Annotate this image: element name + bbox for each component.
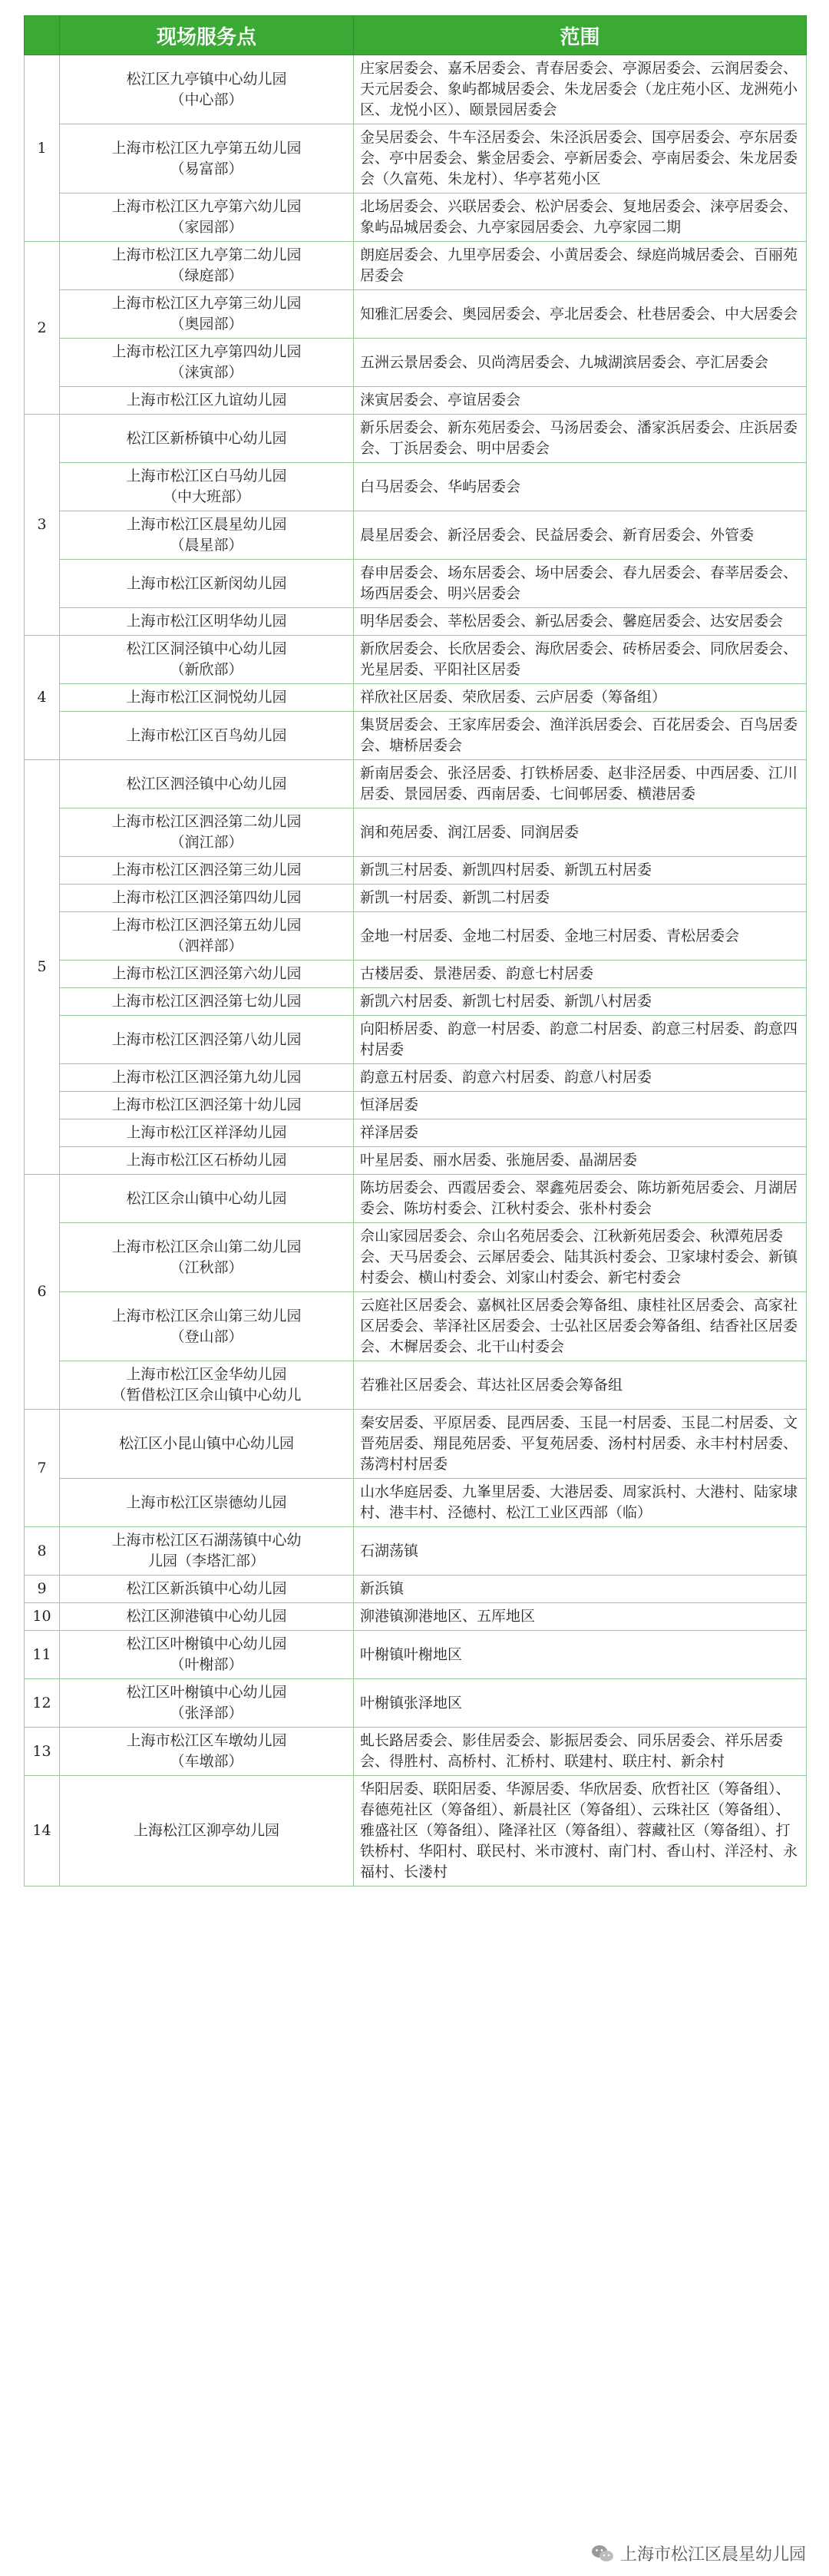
scope-cell: 润和苑居委、润江居委、同润居委 [354, 809, 807, 857]
site-name: 上海市松江区泗泾第十幼儿园 [111, 1096, 302, 1113]
table-row [25, 1361, 807, 1410]
site-name: 松江区洞泾镇中心幼儿园 [126, 640, 287, 657]
table-row [25, 1527, 807, 1576]
service-table-wrapper [24, 15, 806, 1887]
group-number: 11 [25, 1631, 60, 1679]
table-row [25, 124, 807, 193]
site-cell [60, 885, 354, 912]
scope-cell: 韵意五村居委、韵意六村居委、韵意八村居委 [354, 1064, 807, 1092]
site-name: 上海市松江区泗泾第五幼儿园 [111, 917, 302, 934]
site-cell [60, 1016, 354, 1064]
site-name: 上海市松江区洞悦幼儿园 [126, 689, 287, 706]
site-cell [60, 988, 354, 1016]
table-row [25, 1410, 807, 1479]
site-name: 松江区泗泾镇中心幼儿园 [126, 775, 287, 792]
scope-cell: 山水华庭居委、九峯里居委、大港居委、周家浜村、大港村、陆家埭村、港丰村、泾德村、松江工业区西部（临） [354, 1479, 807, 1527]
site-name: 上海市松江区祥泽幼儿园 [126, 1124, 287, 1141]
site-name: 上海市松江区泗泾第四幼儿园 [111, 889, 302, 906]
scope-cell: 明华居委会、莘松居委会、新弘居委会、馨庭居委会、达安居委会 [354, 608, 807, 636]
scope-cell: 叶榭镇叶榭地区 [354, 1631, 807, 1679]
scope-cell: 春申居委会、场东居委会、场中居委会、春九居委会、春莘居委会、场西居委会、明兴居委会 [354, 560, 807, 608]
site-cell [60, 1292, 354, 1361]
site-branch: （登山部） [170, 1328, 243, 1345]
site-name: 上海市松江区九亭第四幼儿园 [111, 343, 302, 360]
table-row [25, 885, 807, 912]
site-name: 上海市松江区车墩幼儿园 [126, 1732, 287, 1749]
site-cell [60, 55, 354, 124]
group-number: 9 [25, 1576, 60, 1603]
wechat-icon [591, 2544, 614, 2564]
table-row [25, 1631, 807, 1679]
site-branch: （奥园部） [170, 316, 243, 332]
site-name: 上海市松江区石湖荡镇中心幼 [111, 1532, 302, 1549]
site-cell [60, 1147, 354, 1175]
site-cell [60, 415, 354, 463]
site-name: 上海市松江区九亭第二幼儿园 [111, 246, 302, 263]
site-name: 上海市松江区金华幼儿园 [126, 1366, 287, 1383]
group-number: 8 [25, 1527, 60, 1576]
site-name: 松江区泖港镇中心幼儿园 [126, 1608, 287, 1625]
site-cell [60, 1119, 354, 1147]
site-branch: （车墩部） [170, 1753, 243, 1770]
site-name: 上海市松江区泗泾第六幼儿园 [111, 965, 302, 982]
scope-cell: 新欣居委会、长欣居委会、海欣居委会、砖桥居委会、同欣居委会、光星居委、平阳社区居委 [354, 636, 807, 684]
footer-text: 上海市松江区晨星幼儿园 [619, 2545, 806, 2564]
scope-cell: 佘山家园居委会、佘山名苑居委会、江秋新苑居委会、秋潭苑居委会、天马居委会、云犀居委会、陆其浜村委会、卫家埭村委会、新镇村委会、横山村委会、刘家山村委会、新宅村委会 [354, 1223, 807, 1292]
site-name: 上海市松江区明华幼儿园 [126, 613, 287, 630]
site-name: 松江区佘山镇中心幼儿园 [126, 1189, 287, 1207]
footer-watermark [591, 2541, 806, 2565]
table-row [25, 1119, 807, 1147]
site-name: 上海市松江区九亭第五幼儿园 [111, 139, 302, 157]
scope-cell: 叶星居委、丽水居委、张施居委、晶湖居委 [354, 1147, 807, 1175]
group-number: 10 [25, 1603, 60, 1631]
scope-cell: 祥欣社区居委、荣欣居委、云庐居委（筹备组） [354, 684, 807, 712]
table-row [25, 387, 807, 415]
site-name: 松江区新浜镇中心幼儿园 [126, 1580, 287, 1597]
site-branch: 儿园（李塔汇部） [147, 1553, 265, 1569]
table-row [25, 1092, 807, 1119]
scope-cell: 古楼居委、景港居委、韵意七村居委 [354, 961, 807, 988]
site-branch: （泗祥部） [170, 937, 243, 954]
site-cell [60, 636, 354, 684]
site-cell [60, 608, 354, 636]
site-cell [60, 1603, 354, 1631]
table-row [25, 608, 807, 636]
group-number: 4 [25, 636, 60, 760]
table-row [25, 193, 807, 242]
scope-cell: 石湖荡镇 [354, 1527, 807, 1576]
table-body [25, 55, 807, 1887]
service-points-table [24, 15, 807, 1887]
scope-cell: 金地一村居委、金地二村居委、金地三村居委、青松居委会 [354, 912, 807, 961]
table-row [25, 290, 807, 339]
site-branch: （暂借松江区佘山镇中心幼儿 [111, 1387, 302, 1404]
site-name: 上海市松江区佘山第三幼儿园 [111, 1307, 302, 1324]
site-cell [60, 124, 354, 193]
site-name: 上海市松江区九谊幼儿园 [126, 392, 287, 408]
group-number: 14 [25, 1776, 60, 1887]
site-name: 上海市松江区百鸟幼儿园 [126, 726, 287, 744]
table-row [25, 1679, 807, 1728]
site-name: 上海松江区泖亭幼儿园 [133, 1822, 279, 1839]
site-name: 上海市松江区泗泾第二幼儿园 [111, 813, 302, 830]
site-branch: （中心部） [170, 91, 243, 108]
site-cell [60, 809, 354, 857]
table-row [25, 1016, 807, 1064]
site-cell [60, 193, 354, 242]
table-row [25, 1064, 807, 1092]
site-name: 上海市松江区崇德幼儿园 [126, 1493, 287, 1511]
site-name: 松江区叶榭镇中心幼儿园 [126, 1635, 287, 1652]
site-cell [60, 1064, 354, 1092]
site-name: 上海市松江区新闵幼儿园 [126, 574, 287, 592]
scope-cell: 新凯一村居委、新凯二村居委 [354, 885, 807, 912]
scope-cell: 若雅社区居委会、茸达社区居委会筹备组 [354, 1361, 807, 1410]
site-name: 松江区叶榭镇中心幼儿园 [126, 1684, 287, 1701]
table-row [25, 636, 807, 684]
scope-cell: 泖港镇泖港地区、五厍地区 [354, 1603, 807, 1631]
scope-cell: 秦安居委、平原居委、昆西居委、玉昆一村居委、玉昆二村居委、文晋苑居委、翔昆苑居委、平复苑居委、汤村村居委、永丰村村居委、荡湾村村居委 [354, 1410, 807, 1479]
site-name: 上海市松江区九亭第三幼儿园 [111, 295, 302, 312]
group-number: 12 [25, 1679, 60, 1728]
scope-cell: 云庭社区居委会、嘉枫社区居委会筹备组、康桂社区居委会、高家社区居委会、莘泽社区居委会、士弘社区居委会筹备组、结香社区居委会、木樨居委会、北干山村委会 [354, 1292, 807, 1361]
site-cell [60, 1679, 354, 1728]
scope-cell: 陈坊居委会、西霞居委会、翠鑫苑居委会、陈坊新苑居委会、月湖居委会、陈坊村委会、江秋村委会、张朴村委会 [354, 1175, 807, 1223]
site-cell [60, 1410, 354, 1479]
header-site: 现场服务点 [60, 16, 354, 55]
scope-cell: 集贤居委会、王家库居委会、渔洋浜居委会、百花居委会、百鸟居委会、塘桥居委会 [354, 712, 807, 760]
scope-cell: 白马居委会、华屿居委会 [354, 463, 807, 511]
scope-cell: 虬长路居委会、影佳居委会、影振居委会、同乐居委会、祥乐居委会、得胜村、高桥村、汇桥村、联建村、联庄村、新余村 [354, 1728, 807, 1776]
site-branch: （晨星部） [170, 537, 243, 554]
site-cell [60, 290, 354, 339]
site-branch: （叶榭部） [170, 1656, 243, 1673]
table-row [25, 1292, 807, 1361]
scope-cell: 叶榭镇张泽地区 [354, 1679, 807, 1728]
table-row [25, 1479, 807, 1527]
site-cell [60, 511, 354, 560]
site-cell [60, 1527, 354, 1576]
site-cell [60, 912, 354, 961]
table-row [25, 1603, 807, 1631]
group-number: 6 [25, 1175, 60, 1410]
site-cell [60, 339, 354, 387]
site-branch: （新欣部） [170, 661, 243, 678]
site-branch: （江秋部） [170, 1258, 243, 1276]
table-row [25, 961, 807, 988]
site-branch: （易富部） [170, 160, 243, 177]
group-number: 5 [25, 760, 60, 1175]
scope-cell: 新凯六村居委、新凯七村居委、新凯八村居委 [354, 988, 807, 1016]
scope-cell: 新凯三村居委、新凯四村居委、新凯五村居委 [354, 857, 807, 885]
site-cell [60, 463, 354, 511]
scope-cell: 晨星居委会、新泾居委会、民益居委会、新育居委会、外管委 [354, 511, 807, 560]
site-branch: （绿庭部） [170, 267, 243, 284]
site-cell [60, 1728, 354, 1776]
table-row [25, 912, 807, 961]
table-row [25, 1175, 807, 1223]
site-name: 松江区小昆山镇中心幼儿园 [118, 1435, 294, 1452]
site-name: 松江区九亭镇中心幼儿园 [126, 70, 287, 88]
scope-cell: 北场居委会、兴联居委会、松沪居委会、复地居委会、涞亭居委会、象屿品城居委会、九亭家园居委会、九亭家园二期 [354, 193, 807, 242]
table-row [25, 242, 807, 290]
group-number: 3 [25, 415, 60, 636]
site-name: 上海市松江区晨星幼儿园 [126, 516, 287, 533]
table-row [25, 712, 807, 760]
table-row [25, 1728, 807, 1776]
table-row [25, 560, 807, 608]
table-row [25, 988, 807, 1016]
scope-cell: 恒泽居委 [354, 1092, 807, 1119]
table-row [25, 684, 807, 712]
scope-cell: 新浜镇 [354, 1576, 807, 1603]
site-cell [60, 961, 354, 988]
header-number [25, 16, 60, 55]
site-cell [60, 1576, 354, 1603]
table-row [25, 415, 807, 463]
site-cell [60, 387, 354, 415]
site-cell [60, 242, 354, 290]
header-scope: 范围 [354, 16, 807, 55]
site-cell [60, 684, 354, 712]
scope-cell: 五洲云景居委会、贝尚湾居委会、九城湖滨居委会、亭汇居委会 [354, 339, 807, 387]
site-cell [60, 1631, 354, 1679]
site-name: 上海市松江区泗泾第三幼儿园 [111, 861, 302, 878]
scope-cell: 庄家居委会、嘉禾居委会、青春居委会、亭源居委会、云润居委会、天元居委会、象屿都城居委会、朱龙居委会（龙庄苑小区、龙洲苑小区、龙悦小区）、颐景园居委会 [354, 55, 807, 124]
site-name: 松江区新桥镇中心幼儿园 [126, 429, 287, 447]
site-cell [60, 1175, 354, 1223]
site-cell [60, 712, 354, 760]
site-cell [60, 1361, 354, 1410]
scope-cell: 知雅汇居委会、奥园居委会、亭北居委会、杜巷居委会、中大居委会 [354, 290, 807, 339]
scope-cell: 涞寅居委会、亭谊居委会 [354, 387, 807, 415]
site-cell [60, 1776, 354, 1887]
site-name: 上海市松江区泗泾第八幼儿园 [111, 1030, 302, 1048]
scope-cell: 祥泽居委 [354, 1119, 807, 1147]
site-cell [60, 857, 354, 885]
site-name: 上海市松江区石桥幼儿园 [126, 1152, 287, 1169]
scope-cell: 新乐居委会、新东苑居委会、马汤居委会、潘家浜居委会、庄浜居委会、丁浜居委会、明中居委会 [354, 415, 807, 463]
site-branch: （润江部） [170, 834, 243, 851]
table-row [25, 809, 807, 857]
group-number: 1 [25, 55, 60, 242]
table-header-row [25, 16, 807, 55]
site-name: 上海市松江区泗泾第七幼儿园 [111, 993, 302, 1010]
site-branch: （涞寅部） [170, 364, 243, 381]
site-branch: （家园部） [170, 219, 243, 236]
table-row [25, 857, 807, 885]
group-number: 7 [25, 1410, 60, 1527]
site-name: 上海市松江区佘山第二幼儿园 [111, 1238, 302, 1255]
table-row [25, 1576, 807, 1603]
site-cell [60, 760, 354, 809]
table-row [25, 339, 807, 387]
group-number: 2 [25, 242, 60, 415]
site-cell [60, 1092, 354, 1119]
site-name: 上海市松江区泗泾第九幼儿园 [111, 1069, 302, 1086]
site-name: 上海市松江区九亭第六幼儿园 [111, 198, 302, 215]
table-row [25, 1147, 807, 1175]
group-number: 13 [25, 1728, 60, 1776]
scope-cell: 新南居委会、张泾居委、打铁桥居委、赵非泾居委、中西居委、江川居委、景园居委、西南居委、七间邨居委、横港居委 [354, 760, 807, 809]
site-cell [60, 1223, 354, 1292]
scope-cell: 金吴居委会、牛车泾居委会、朱泾浜居委会、国亭居委会、亭东居委会、亭中居委会、紫金居委会、亭新居委会、亭南居委会、朱龙居委会（久富苑、朱龙村）、华亭茗苑小区 [354, 124, 807, 193]
site-cell [60, 1479, 354, 1527]
site-name: 上海市松江区白马幼儿园 [126, 468, 287, 484]
table-row [25, 463, 807, 511]
scope-cell: 向阳桥居委、韵意一村居委、韵意二村居委、韵意三村居委、韵意四村居委 [354, 1016, 807, 1064]
table-row [25, 1776, 807, 1887]
scope-cell: 朗庭居委会、九里亭居委会、小黄居委会、绿庭尚城居委会、百丽苑居委会 [354, 242, 807, 290]
scope-cell: 华阳居委、联阳居委、华源居委、华欣居委、欣哲社区（筹备组）、春德苑社区（筹备组）、新晨社区（筹备组）、云珠社区（筹备组）、雅盛社区（筹备组）、隆泽社区（筹备组）、蓉藏社区（筹备组）、打铁桥村、华阳村、联民村、米市渡村、南门村、香山村、洋泾村、永福村、长溇村 [354, 1776, 807, 1887]
table-row [25, 1223, 807, 1292]
site-branch: （张泽部） [170, 1705, 243, 1721]
site-branch: （中大班部） [162, 488, 250, 505]
site-cell [60, 560, 354, 608]
table-row [25, 760, 807, 809]
table-row [25, 55, 807, 124]
table-row [25, 511, 807, 560]
